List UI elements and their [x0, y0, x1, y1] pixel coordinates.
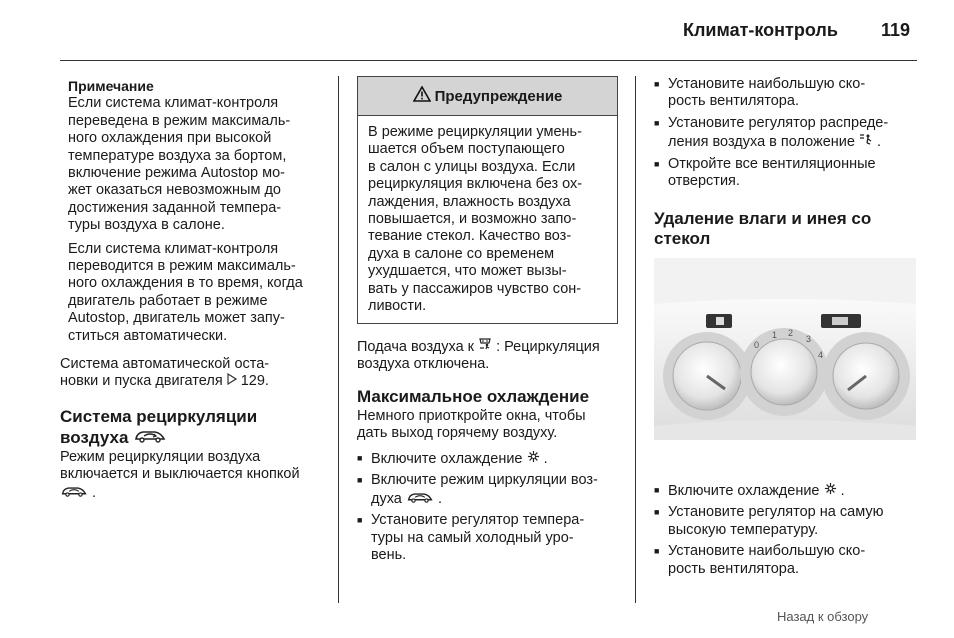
- note-paragraph-2: Если система климат-контроля переводится в режим максималь- ного охлаждения в то время, когда двигатель работает в режиме Autostop, двигатель может запу- ститься автоматически.: [68, 240, 303, 344]
- svg-text:2: 2: [788, 328, 794, 338]
- warning-title: Предупреждение: [434, 87, 563, 105]
- recirculation-heading: Система рециркуляции воздуха: [60, 407, 258, 447]
- recirculation-button-icon: [60, 485, 92, 501]
- windscreen-feet-icon: [859, 134, 877, 150]
- svg-text:3: 3: [806, 334, 812, 344]
- max-cooling-heading: Максимальное охлаждение: [357, 387, 590, 406]
- column-divider-1: [338, 76, 339, 603]
- recirculation-car-icon: [133, 428, 167, 447]
- defog-steps: [654, 482, 919, 582]
- warning-triangle-icon: [413, 86, 431, 106]
- warning-header: [358, 77, 617, 116]
- warning-body: В режиме рециркуляции умень- шается объем поступающего в салон с улицы воздуха. Если рециркуляция включена без ох- лаждения, влажность воздуха повышается, и возможно запо- тевание стекол. Качество воз- духа в салоне со временем ухудшается, что может вызы- вать у пассажиров чувство сон- ливости.: [368, 124, 583, 315]
- list-item: ■ Установите регулятор темпера- туры на самый холодный уро- вень.: [357, 512, 621, 564]
- list-item: ■ Включите охлаждение .: [357, 450, 621, 468]
- list-item: ■ Установите регулятор на самую высокую температуру.: [654, 504, 919, 539]
- svg-text:0: 0: [754, 340, 760, 350]
- list-item: ■ Установите наибольшую ско- рость вентилятора.: [654, 76, 919, 111]
- snowflake-ac-icon: [824, 483, 841, 499]
- defog-heading: Удаление влаги и инея со стекол: [654, 209, 872, 248]
- svg-text:4: 4: [818, 350, 824, 360]
- note-label: Примечание: [68, 78, 154, 94]
- max-cooling-paragraph: Немного приоткройте окна, чтобы дать выход горячему воздуху.: [357, 408, 586, 442]
- air-supply-paragraph: Подача воздуха к : Рециркуляция воздуха отключена.: [357, 339, 600, 373]
- snowflake-ac-icon: [527, 451, 544, 467]
- warning-box: [357, 76, 618, 324]
- back-to-overview-link[interactable]: Назад к обзору: [777, 609, 869, 624]
- list-item: ■ Включите охлаждение .: [654, 482, 919, 500]
- svg-text:1: 1: [772, 330, 778, 340]
- page-title: Климат-контроль: [683, 20, 838, 40]
- list-item: ■ Установите наибольшую ско- рость вентилятора.: [654, 543, 919, 578]
- note-paragraph-1: Если система климат-контроля переведена в режим максималь- ного охлаждения при высокой температуре воздуха за бортом, включение режима Autostop мо- жет оказаться невозможным до достижения заданной темпера- туры воздуха в салоне.: [68, 95, 291, 234]
- list-item: ■ Включите режим циркуляции воз- духа .: [357, 472, 621, 508]
- page-number: 119: [881, 20, 911, 40]
- list-item: ■ Установите регулятор распреде- ления воздуха в положение .: [654, 115, 919, 152]
- autostop-paragraph: Система автоматической оста- новки и пуска двигателя 129.: [60, 356, 270, 390]
- column-divider-2: [635, 76, 636, 603]
- header-divider: [60, 60, 917, 61]
- max-cooling-steps: [357, 450, 621, 568]
- reference-link[interactable]: 129.: [240, 373, 269, 390]
- recirculation-car-icon: [406, 491, 438, 507]
- windscreen-feet-icon: [478, 339, 496, 355]
- reference-arrow-icon: [227, 373, 241, 389]
- list-item: ■ Откройте все вентиляционные отверстия.: [654, 156, 919, 191]
- recirculation-paragraph: Режим рециркуляции воздуха включается и выключается кнопкой .: [60, 449, 300, 501]
- note-block: [68, 78, 330, 345]
- climate-panel-illustration: [654, 258, 916, 440]
- cooling-steps-continued: [654, 76, 919, 194]
